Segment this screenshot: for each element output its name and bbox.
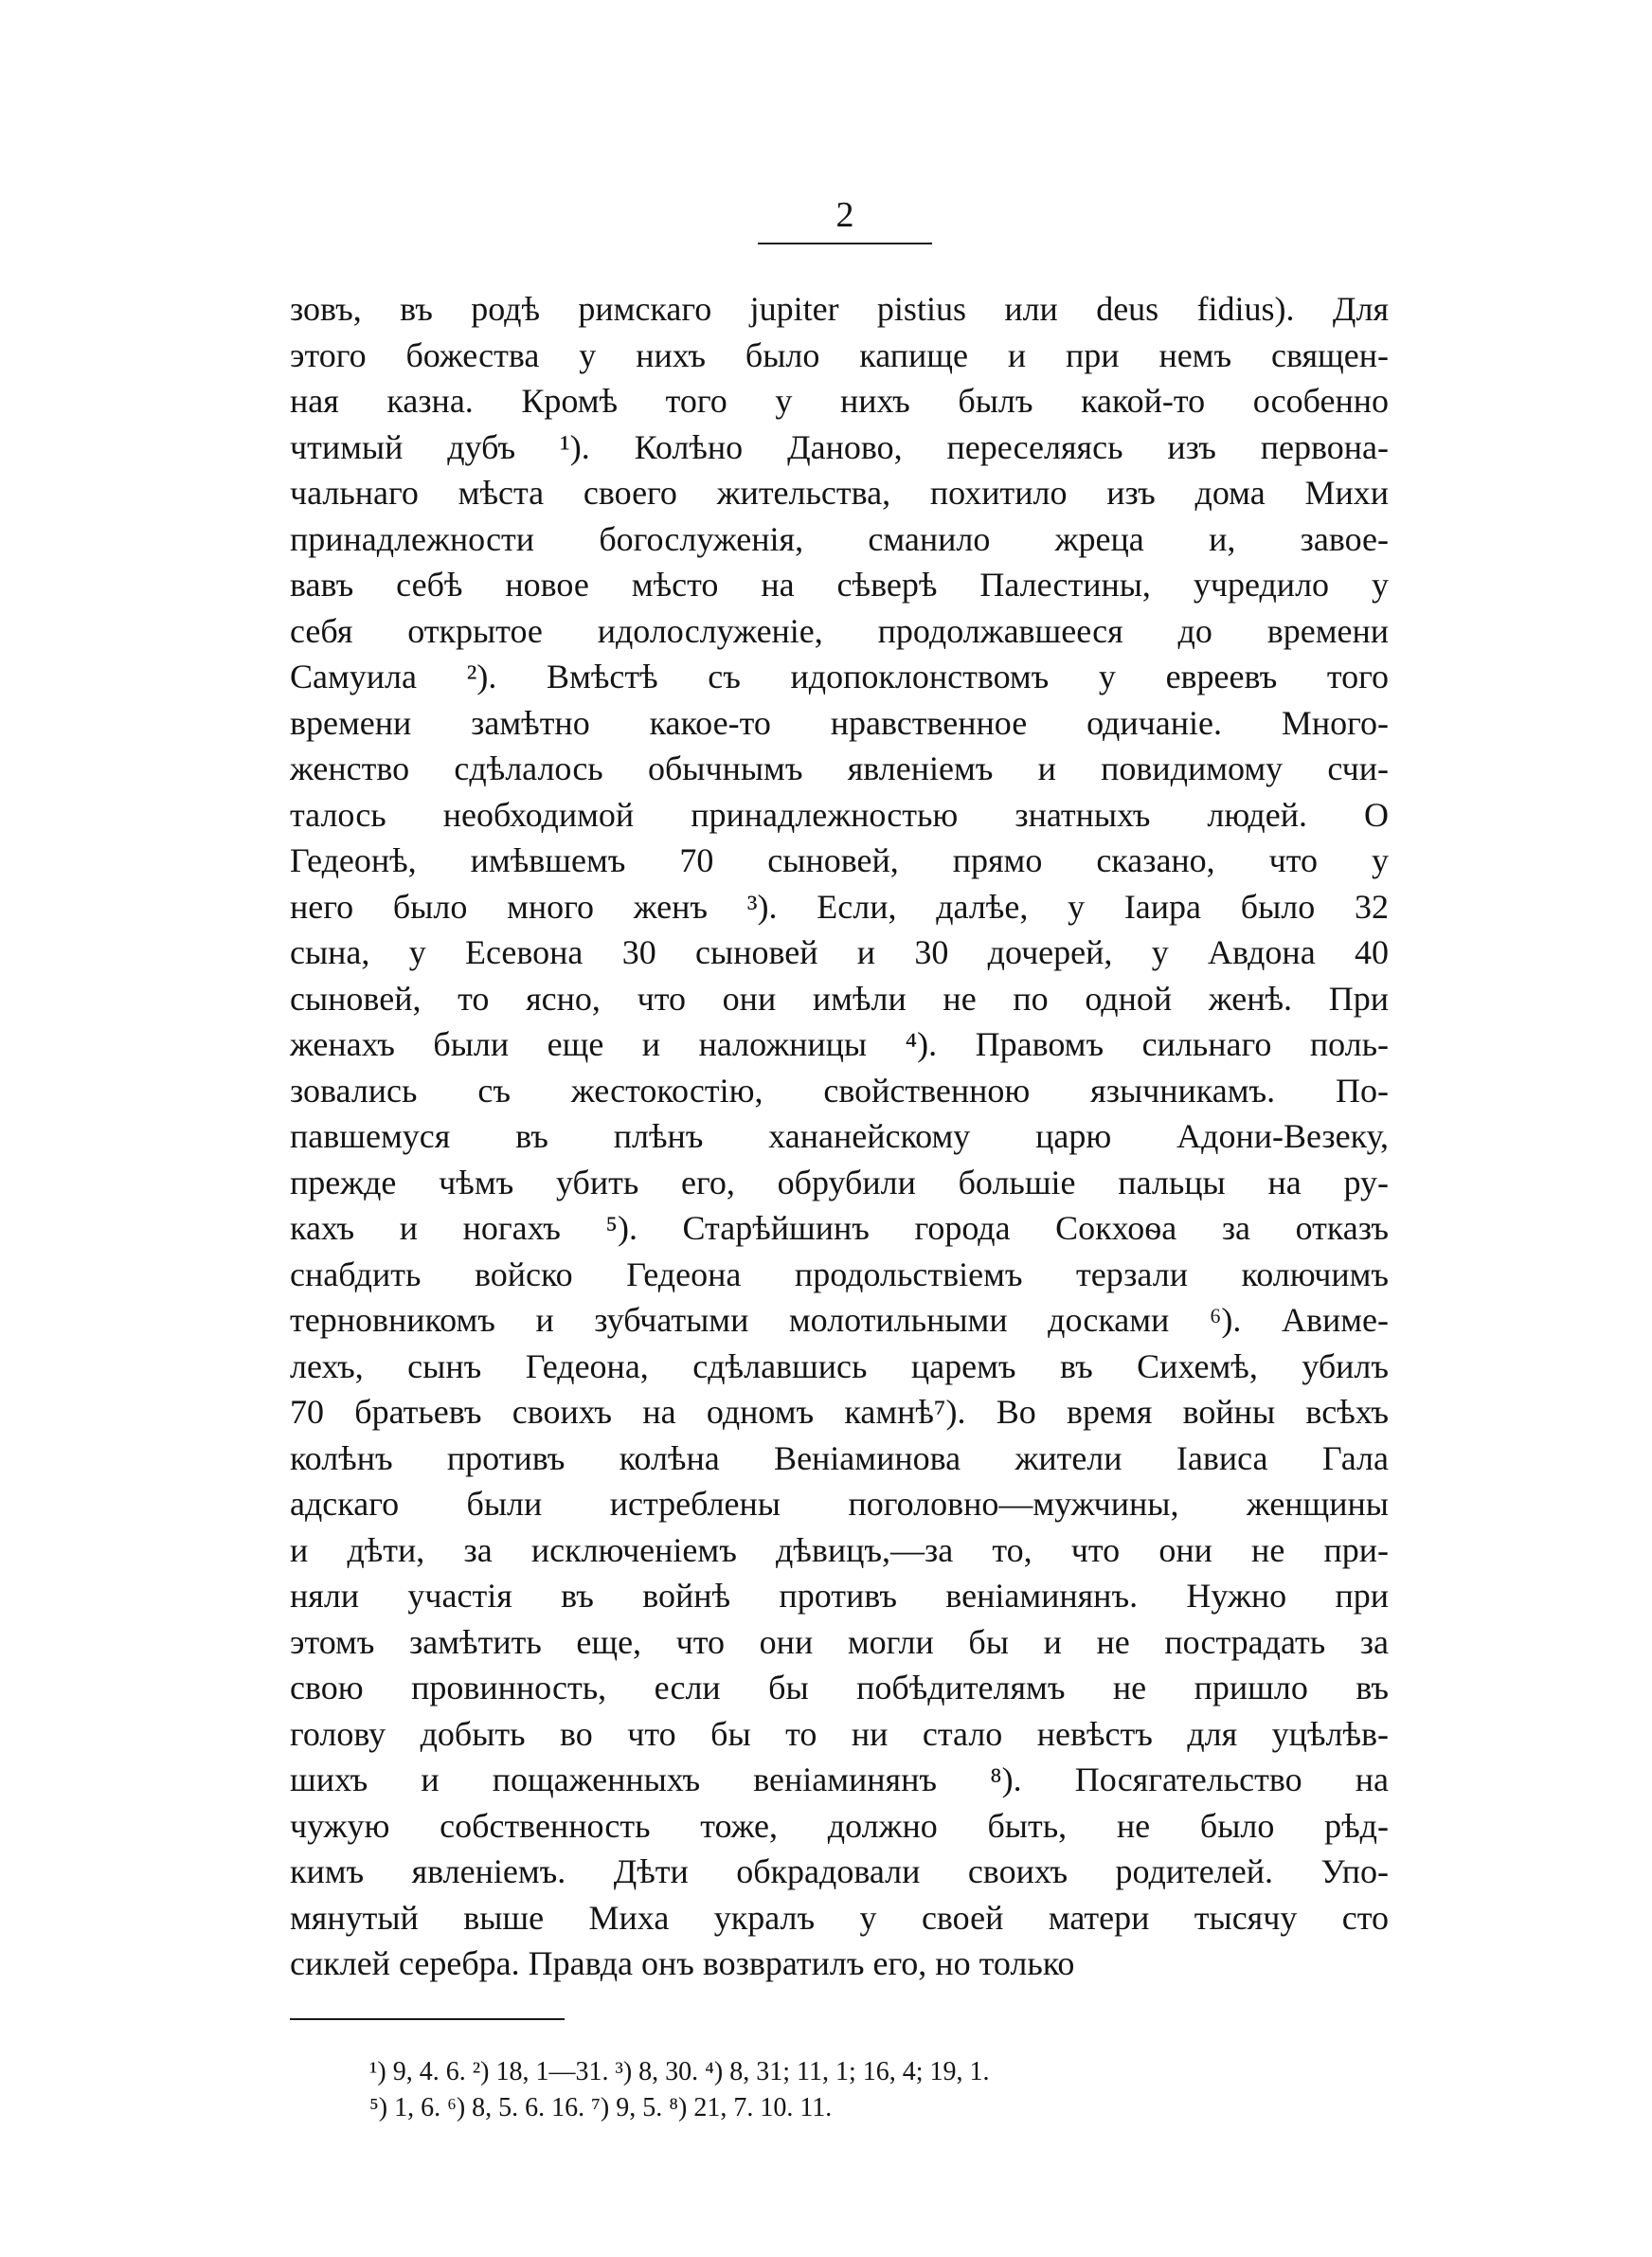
text-line: мянутый выше Миха укралъ у своей матери тысячу сто [290, 1898, 1389, 1937]
text-line: сына, у Есевона 30 сыновей и 30 дочерей, у Авдона 40 [290, 933, 1389, 971]
text-line: талось необходимой принадлежностью знатныхъ людей. О [290, 795, 1389, 834]
text-line: свою провинность, если бы побѣдителямъ не пришло въ [290, 1669, 1389, 1706]
body-text [290, 286, 1389, 1987]
footnote-separator [290, 2018, 565, 2020]
text-line: женахъ были еще и наложницы ⁴). Правомъ сильнаго поль- [290, 1025, 1389, 1063]
text-line: няли участія въ войнѣ противъ веніаминянъ. Нужно при [290, 1577, 1389, 1615]
text-line: чтимый дубъ ¹). Колѣно Даново, переселяясь изъ первона- [290, 427, 1389, 466]
text-line: ная казна. Кромѣ того у нихъ былъ какой-то особенно [290, 382, 1389, 420]
footnote-line: ⁵) 1, 6. ⁶) 8, 5. 6. 16. ⁷) 9, 5. ⁸) 21, 7. 10. 11. [369, 2093, 833, 2122]
text-line: чужую собственность тоже, должно быть, не было рѣд- [290, 1806, 1389, 1845]
text-line: Гедеонѣ, имѣвшемъ 70 сыновей, прямо сказано, что у [290, 841, 1389, 879]
text-line: снабдить войско Гедеона продольствіемъ терзали колючимъ [290, 1255, 1389, 1293]
text-line: сыновей, то ясно, что они имѣли не по одной женѣ. При [290, 979, 1389, 1018]
page-number: 2 [835, 195, 854, 235]
text-line: зовъ, въ родѣ римскаго jupiter pistius или deus fidius). Для [290, 290, 1389, 328]
text-line: павшемуся въ плѣнъ хананейскому царю Адони-Везеку, [290, 1117, 1389, 1155]
page-number-rule [758, 243, 932, 244]
text-line: лехъ, сынъ Гедеона, сдѣлавшись царемъ въ Сихемѣ, убилъ [290, 1346, 1389, 1385]
text-line: времени замѣтно какое-то нравственное одичаніе. Много- [290, 703, 1389, 742]
footnote-line: ¹) 9, 4. 6. ²) 18, 1—31. ³) 8, 30. ⁴) 8, 31; 11, 1; 16, 4; 19, 1. [369, 2057, 990, 2086]
footnotes [369, 2054, 1317, 2126]
text-line: него было много женъ ³). Если, далѣе, у Іаира было 32 [290, 887, 1389, 926]
text-line: себя открытое идолослуженіе, продолжавшееся до времени [290, 611, 1389, 650]
text-line: вавъ себѣ новое мѣсто на сѣверѣ Палестины, учредило у [290, 566, 1389, 604]
text-line: Самуила ²). Вмѣстѣ съ идопоклонствомъ у евреевъ того [290, 658, 1389, 695]
text-line: 70 братьевъ своихъ на одномъ камнѣ⁷). Во время войны всѣхъ [290, 1393, 1389, 1431]
text-line: и дѣти, за исключеніемъ дѣвицъ,—за то, что они не при- [290, 1530, 1389, 1569]
text-line: женство сдѣлалось обычнымъ явленіемъ и повидимому счи- [290, 749, 1389, 787]
text-line: прежде чѣмъ убить его, обрубили большіе пальцы на ру- [290, 1163, 1389, 1201]
text-line: голову добыть во что бы то ни стало невѣстъ для уцѣлѣв- [290, 1714, 1389, 1753]
text-line: кахъ и ногахъ ⁵). Старѣйшинъ города Сокхоѳа за отказъ [290, 1209, 1389, 1247]
text-line: терновникомъ и зубчатыми молотильными досками ⁶). Авиме- [290, 1301, 1389, 1339]
text-line: этомъ замѣтить еще, что они могли бы и не пострадать за [290, 1622, 1389, 1661]
text-line: этого божества у нихъ было капище и при немъ священ- [290, 335, 1389, 374]
text-line: шихъ и пощаженныхъ веніаминянъ ⁸). Посягательство на [290, 1760, 1389, 1798]
text-line: чальнаго мѣста своего жительства, похитило изъ дома Михи [290, 474, 1389, 512]
text-line: сиклей серебра. Правда онъ возвратилъ его, но только [290, 1944, 1075, 1982]
text-line: зовались съ жестокостію, свойственною язычникамъ. По- [290, 1071, 1389, 1110]
text-line: адскаго были истреблены поголовно—мужчины, женщины [290, 1485, 1389, 1523]
text-line: кимъ явленіемъ. Дѣти обкрадовали своихъ родителей. Упо- [290, 1852, 1389, 1890]
text-line: колѣнъ противъ колѣна Веніаминова жители Іависа Гала [290, 1438, 1389, 1477]
text-line: принадлежности богослуженія, сманило жреца и, завое- [290, 519, 1389, 558]
